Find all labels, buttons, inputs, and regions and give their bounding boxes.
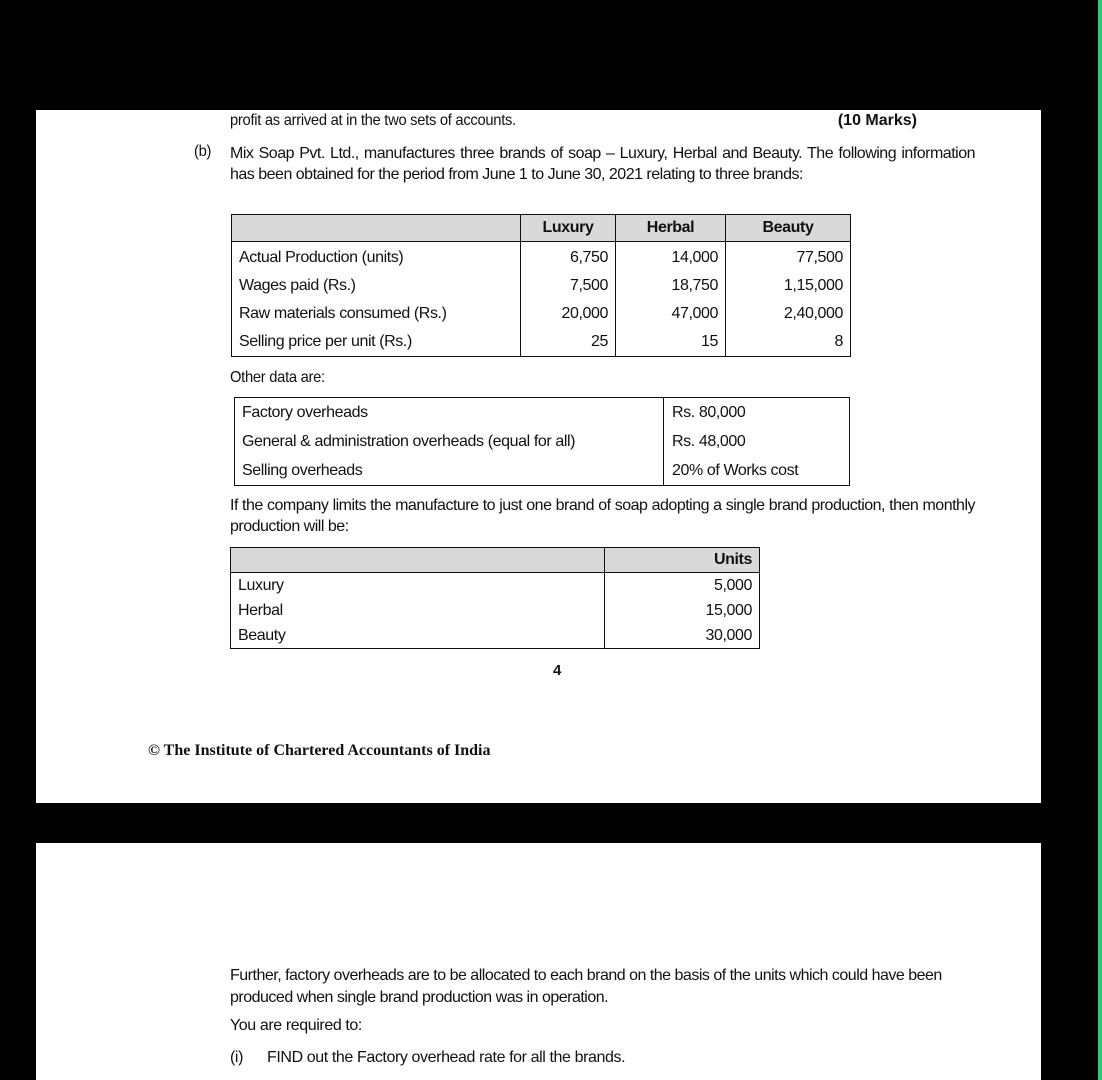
page-number: 4 <box>553 662 562 679</box>
single-brand-units-table <box>230 547 760 649</box>
single-brand-text: If the company limits the manufacture to just one brand of soap adopting a single brand production, then monthly production will be: <box>230 497 975 535</box>
task-item <box>230 1049 625 1067</box>
row-label: Selling overheads <box>242 461 363 479</box>
overheads-table <box>234 397 850 486</box>
row-value: 5,000 <box>605 573 760 599</box>
table-row <box>232 328 851 357</box>
header-beauty: Beauty <box>726 215 851 242</box>
copyright-footer: © The Institute of Chartered Accountants of India <box>148 742 491 759</box>
cell-herbal: 18,750 <box>616 272 726 300</box>
row-value: Rs. 48,000 <box>664 427 850 456</box>
row-value: 30,000 <box>605 623 760 649</box>
task-text: FIND out the Factory overhead rate for all the brands. <box>267 1049 626 1066</box>
row-label: Beauty <box>238 626 286 644</box>
row-label: Herbal <box>238 601 283 619</box>
cell-luxury: 25 <box>521 328 616 357</box>
row-label: Wages paid (Rs.) <box>239 277 356 294</box>
table-row <box>231 573 760 599</box>
further-text: Further, factory overheads are to be allocated to each brand on the basis of the units which could have been produced when single brand production was in operation. <box>230 967 942 1006</box>
cell-luxury: 7,500 <box>521 272 616 300</box>
document-page-4 <box>36 110 1041 803</box>
cell-beauty: 2,40,000 <box>726 300 851 328</box>
row-label: Selling price per unit (Rs.) <box>239 333 412 350</box>
cell-beauty: 77,500 <box>726 242 851 273</box>
marks-label: (10 Marks) <box>837 112 917 129</box>
cell-beauty: 1,15,000 <box>726 272 851 300</box>
question-label: (b) <box>194 143 212 160</box>
table-row <box>235 398 850 428</box>
table-row <box>232 300 851 328</box>
question-intro: Mix Soap Pvt. Ltd., manufactures three brands of soap – Luxury, Herbal and Beauty. The following information has been obtained for the period from June 1 to June 30, 2021 relating to three brands: <box>230 145 975 183</box>
table-header-row <box>231 548 760 573</box>
cell-luxury: 20,000 <box>521 300 616 328</box>
header-blank <box>231 548 605 573</box>
header-blank <box>232 215 521 242</box>
row-value: 20% of Works cost <box>664 456 850 486</box>
header-herbal: Herbal <box>616 215 726 242</box>
table-row <box>235 456 850 486</box>
row-value: Rs. 80,000 <box>664 398 850 428</box>
row-value: 15,000 <box>605 598 760 623</box>
table-row <box>235 427 850 456</box>
cell-herbal: 15 <box>616 328 726 357</box>
header-luxury: Luxury <box>521 215 616 242</box>
scroll-indicator[interactable] <box>1098 0 1102 1080</box>
document-page-5 <box>36 843 1041 1080</box>
cell-herbal: 47,000 <box>616 300 726 328</box>
cell-beauty: 8 <box>726 328 851 357</box>
table-row <box>232 272 851 300</box>
table-header-row <box>232 215 851 242</box>
table-row <box>231 598 760 623</box>
brand-data-table <box>231 214 851 357</box>
required-text: You are required to: <box>230 1017 362 1034</box>
row-label: Luxury <box>238 576 284 594</box>
row-label: General & administration overheads (equal for all) <box>242 432 576 450</box>
task-number: (i) <box>230 1049 244 1066</box>
cell-herbal: 14,000 <box>616 242 726 273</box>
header-units: Units <box>605 548 760 573</box>
cell-luxury: 6,750 <box>521 242 616 273</box>
table-row <box>232 242 851 273</box>
other-data-label: Other data are: <box>230 369 325 386</box>
row-label: Factory overheads <box>242 403 368 421</box>
row-label: Raw materials consumed (Rs.) <box>239 305 447 322</box>
row-label: Actual Production (units) <box>239 249 404 266</box>
carryover-line: profit as arrived at in the two sets of accounts. <box>230 112 516 129</box>
table-row <box>231 623 760 649</box>
